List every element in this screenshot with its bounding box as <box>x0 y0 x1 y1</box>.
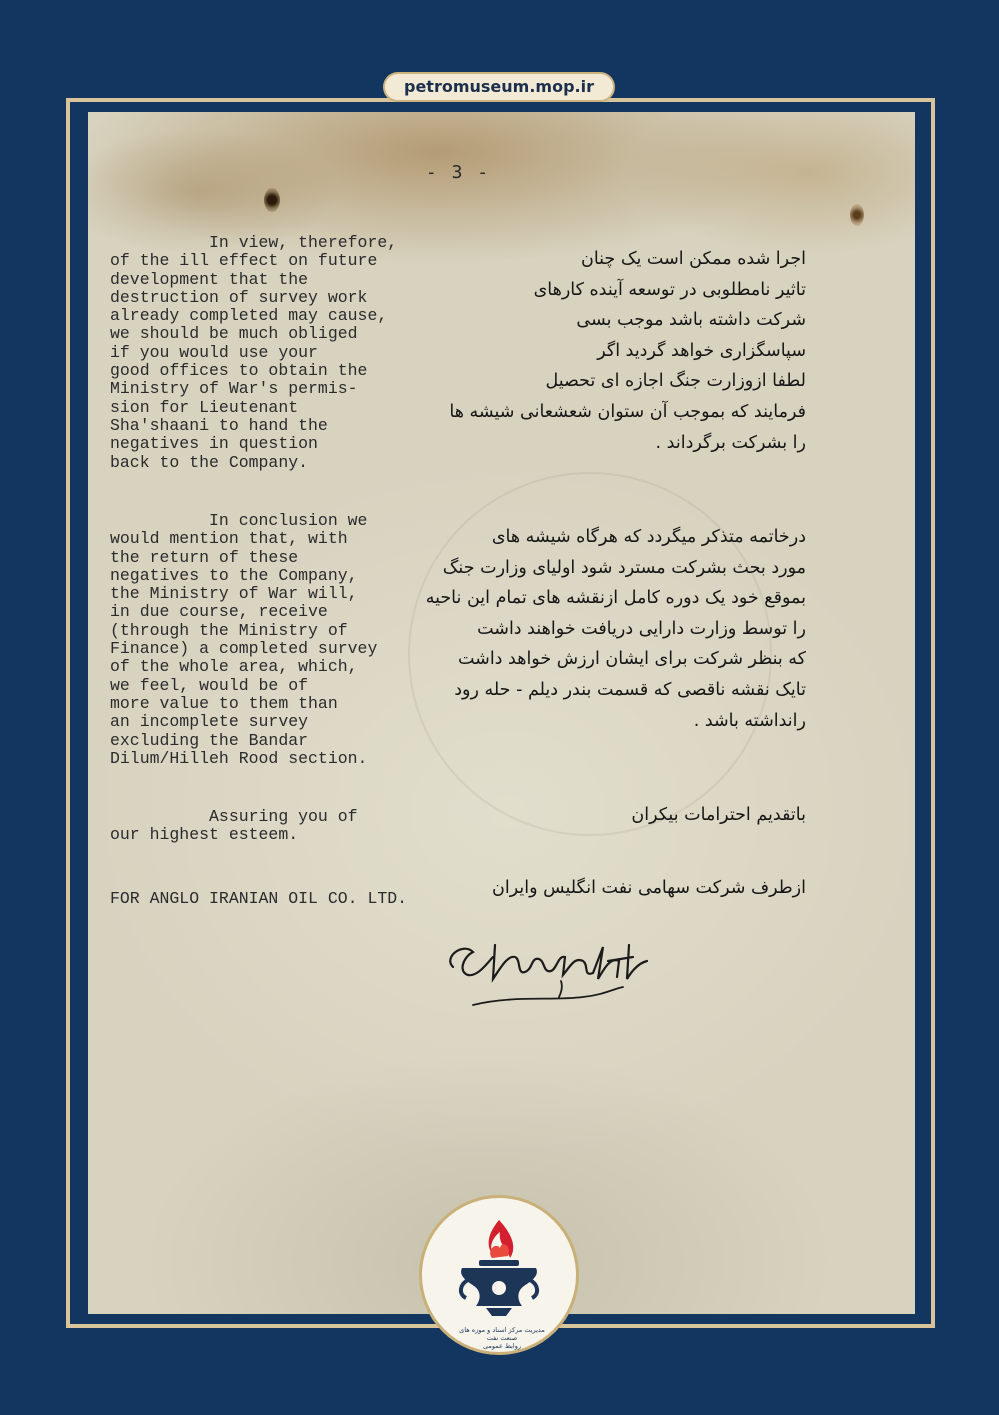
persian-regards: باتقدیم احترامات بیکران <box>631 805 806 825</box>
english-paragraph-1: In view, therefore, of the ill effect on future development that the destruction of survey work already completed may cause, we should be much obliged if you would use your good offices to obtain the Ministry of War's permis- sion for Lieutenant Sha'shaani to hand the negatives in question back to the Company. <box>110 233 398 472</box>
text-line: سپاسگزاری خواهد گردید اگر <box>597 340 806 361</box>
text-line: تاثیر نامطلوبی در توسعه آینده کارهای <box>533 279 806 300</box>
text-line: تایک نقشه ناقصی که قسمت بندر دیلم - حله رود <box>454 679 806 700</box>
text-line: شرکت داشته باشد موجب بسی <box>576 310 806 331</box>
text-line: اجرا شده ممکن است یک چنان <box>580 249 806 269</box>
burn-stain <box>264 188 280 212</box>
letter-page <box>88 112 915 1314</box>
burn-stain <box>850 204 864 226</box>
persian-closing <box>346 878 806 898</box>
text-line: درخاتمه متذکر میگردد که هرگاه شیشه های <box>491 527 806 547</box>
text-line: فرمایند که بموجب آن ستوان شعشعانی شیشه ها <box>449 401 806 422</box>
text-line: لطفا ازوزارت جنگ اجازه ای تحصیل <box>545 371 806 392</box>
page-number: - 3 - <box>425 162 491 183</box>
persian-closing-line: ازطرف شرکت سهامی نفت انگلیس وایران <box>492 878 806 898</box>
site-url-badge[interactable]: petromuseum.mop.ir <box>383 72 615 102</box>
text-line: بموقع خود یک دوره کامل ازنقشه های تمام این ناحیه <box>425 588 806 609</box>
text-line: که بنظر شرکت برای ایشان ارزش خواهد داشت <box>457 649 806 670</box>
text-line: را توسط وزارت دارایی دریافت خواهند داشت <box>477 618 806 639</box>
museum-logo <box>419 1195 579 1355</box>
handwritten-signature <box>433 917 683 1027</box>
persian-paragraph-3 <box>346 800 806 831</box>
english-closing: FOR ANGLO IRANIAN OIL CO. LTD. <box>110 889 408 908</box>
text-line: رانداشته باشد . <box>693 710 806 731</box>
persian-paragraph-2 <box>346 522 806 736</box>
logo-caption: مدیریت مرکز اسناد و موزه های صنعت نفت روابط عمومی <box>459 1326 545 1350</box>
text-line: را بشرکت برگرداند . <box>655 432 806 453</box>
english-paragraph-3: Assuring you of our highest esteem. <box>110 807 358 845</box>
text-line: مورد بحث بشرکت مسترد شود اولیای وزارت جنگ <box>442 557 806 578</box>
english-paragraph-2: In conclusion we would mention that, with the return of these negatives to the Company, the Ministry of War will, in due course, receive (through the Ministry of Finance) a completed survey of the whole area, which, we feel, would be of more value to them than an incomplete survey excluding the Bandar Dilum/Hilleh Rood section. <box>110 511 378 768</box>
persian-paragraph-1 <box>346 244 806 458</box>
